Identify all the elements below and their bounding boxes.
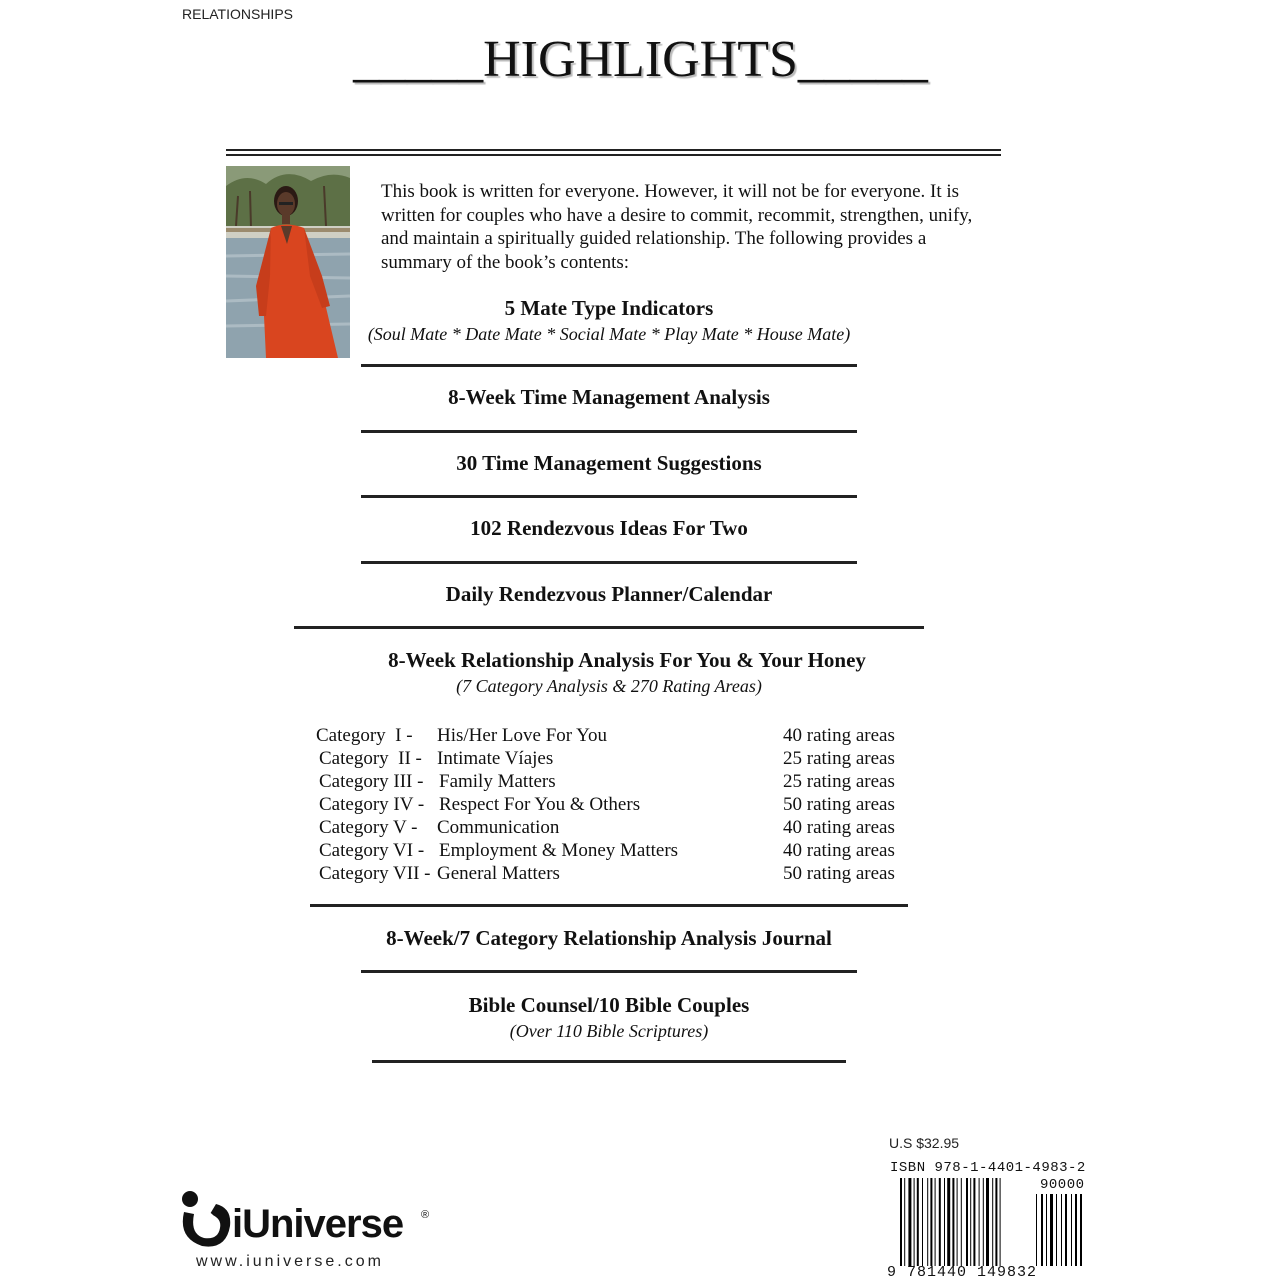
section-time-suggestions-title: 30 Time Management Suggestions [456, 451, 762, 475]
rule [361, 495, 857, 498]
rule [361, 364, 857, 367]
page-title: _____HIGHLIGHTS_____ [353, 31, 928, 88]
section-mate-types-title: 5 Mate Type Indicators [504, 296, 714, 320]
section-journal-title: 8-Week/7 Category Relationship Analysis Journal [386, 926, 832, 950]
category-row [316, 748, 916, 771]
category-areas: 40 rating areas [783, 725, 895, 746]
section-relationship-title: 8-Week Relationship Analysis For You & Your Honey [388, 648, 866, 672]
category-label: Category II - [319, 748, 422, 769]
iuniverse-logo-icon [180, 1190, 234, 1255]
category-areas: 50 rating areas [783, 794, 895, 815]
category-row [316, 725, 916, 748]
category-label: Category III - [319, 771, 424, 792]
category-areas: 40 rating areas [783, 840, 895, 861]
category-name: General Matters [437, 863, 560, 884]
section-time-analysis-title: 8-Week Time Management Analysis [448, 385, 770, 409]
category-areas: 50 rating areas [783, 863, 895, 884]
category-label: Category IV - [319, 794, 425, 815]
publisher-url: www.iuniverse.com [196, 1253, 384, 1270]
category-name: His/Her Love For You [437, 725, 607, 746]
rule [294, 626, 924, 629]
barcode-icon [900, 1178, 1100, 1273]
publisher-name: iUniverse [232, 1202, 404, 1246]
section-mate-types-subtitle: (Soul Mate * Date Mate * Social Mate * Play Mate * House Mate) [367, 324, 851, 344]
price: U.S $32.95 [889, 1135, 960, 1151]
category-label: Category V - [319, 817, 418, 838]
section-planner-title: Daily Rendezvous Planner/Calendar [445, 582, 773, 606]
section-bible-title: Bible Counsel/10 Bible Couples [468, 993, 750, 1017]
category-row [316, 863, 916, 886]
section-rendezvous-title: 102 Rendezvous Ideas For Two [470, 516, 748, 540]
category-label: Category I - [316, 725, 413, 746]
registered-mark: ® [421, 1209, 430, 1221]
category-label: Category VII - [319, 863, 431, 884]
intro-paragraph: This book is written for everyone. However, it will not be for everyone. It is written for couples who have a desire to commit, recommit, strengthen, unify, and maintain a spiritually guided relationship. The following provides a summary of the book’s contents: [381, 181, 973, 273]
category-name: Intimate Víajes [437, 748, 554, 769]
section-bible-subtitle: (Over 110 Bible Scriptures) [509, 1021, 709, 1041]
divider [226, 154, 1001, 156]
category-name: Communication [437, 817, 560, 838]
book-category: RELATIONSHIPS [182, 6, 293, 22]
category-areas: 25 rating areas [783, 771, 895, 792]
rule [361, 561, 857, 564]
rule [372, 1060, 846, 1063]
section-relationship-subtitle: (7 Category Analysis & 270 Rating Areas) [456, 676, 762, 696]
category-areas: 25 rating areas [783, 748, 895, 769]
category-row [316, 794, 916, 817]
category-areas: 40 rating areas [783, 817, 895, 838]
category-row [316, 817, 916, 840]
rule [361, 430, 857, 433]
barcode-digits: 9 781440 149832 [887, 1264, 1038, 1281]
isbn: ISBN 978-1-4401-4983-2 [890, 1160, 1086, 1176]
category-name: Employment & Money Matters [439, 840, 679, 861]
rule [310, 904, 908, 907]
category-name: Respect For You & Others [439, 794, 641, 815]
category-label: Category VI - [319, 840, 425, 861]
price-code: 90000 [1040, 1177, 1085, 1193]
category-name: Family Matters [439, 771, 556, 792]
divider [226, 149, 1001, 151]
rule [361, 970, 857, 973]
category-row [316, 840, 916, 863]
category-row [316, 771, 916, 794]
